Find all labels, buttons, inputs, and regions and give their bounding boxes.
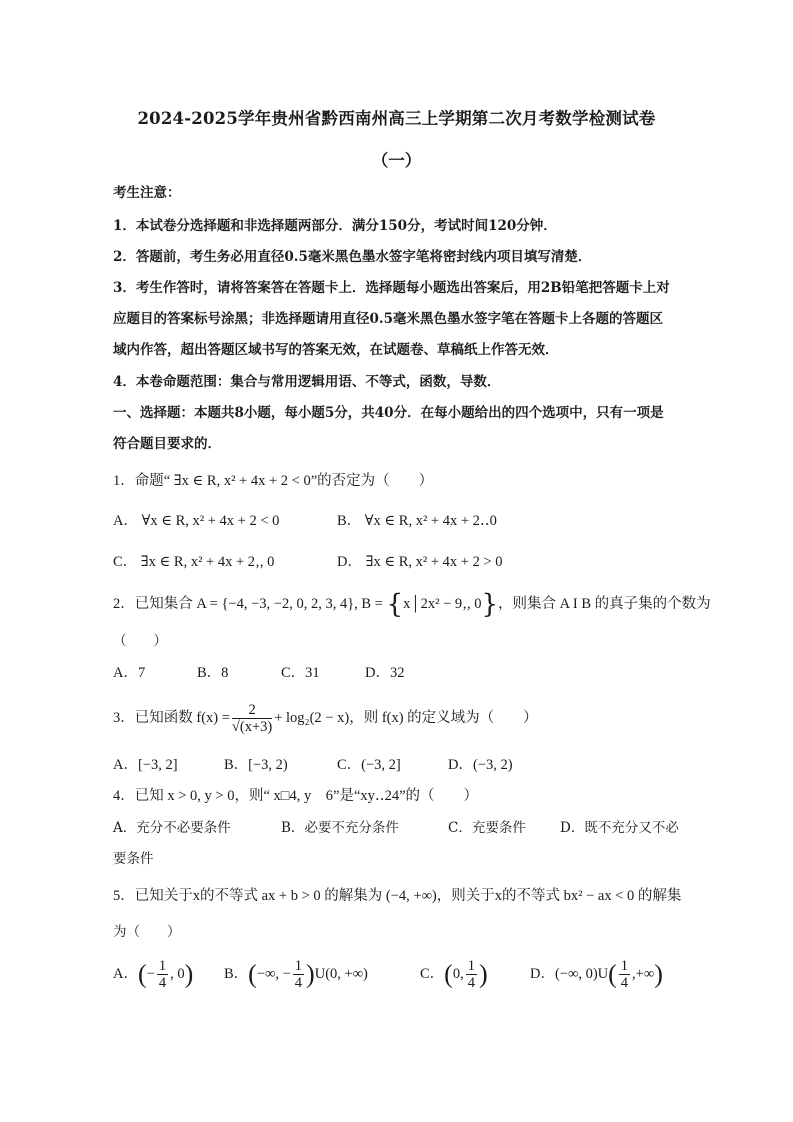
question-4-option-b: B．必要不充分条件 [281, 820, 399, 836]
question-4-option-c: C．充要条件 [448, 820, 526, 836]
question-4-option-d-cont: 要条件 [113, 851, 154, 867]
section-heading: 一、选择题：本题共8小题，每小题5分，共40分．在每小题给出的四个选项中，只有一项是 [113, 405, 664, 421]
question-1-stem: 1．命题“ ∃x ∈ R, x² + 4x + 2 < 0”的否定为（ ） [113, 473, 434, 489]
question-3-option-b: B．[−3, 2) [224, 757, 288, 773]
question-5-stem: 5．已知关于x的不等式 ax + b > 0 的解集为 (−4, +∞)，则关于x的不等式 bx² − ax < 0 的解集 [113, 888, 682, 904]
question-2-option-b: B．8 [197, 665, 229, 681]
question-5-option-d: D．(−∞, 0)U( $\frac{1}{4}$ ,+∞) [530, 958, 663, 991]
section-heading-cont: 符合题目要求的． [113, 436, 221, 452]
question-5-option-a: A．(− $\frac{1}{4}$ , 0) [113, 958, 194, 991]
question-5-option-b: B．(−∞, − $\frac{1}{4}$ )U(0, +∞) [224, 958, 368, 991]
question-3-fraction: $\frac{2}{√(x+3)}$ [231, 702, 273, 735]
question-4-stem: 4．已知 x > 0, y > 0，则“ x□4, y 6”是“xy‥24”的（ ） [113, 788, 479, 804]
notice-item-1: 1．本试卷分选择题和非选择题两部分．满分150分，考试时间120分钟． [113, 218, 557, 234]
question-1-option-d: D． ∃x ∈ R, x² + 4x + 2 > 0 [337, 554, 503, 570]
question-2-option-c: C．31 [281, 665, 320, 681]
question-2-stem: 2．已知集合 A = {−4, −3, −2, 0, 2, 3, 4}, B = {x│2x² − 9‚, 0}，则集合 A I B 的真子集的个数为 [113, 589, 711, 620]
notice-item-4: 4．本卷命题范围：集合与常用逻辑用语、不等式，函数，导数． [113, 374, 501, 390]
question-3-option-c: C．(−3, 2] [337, 757, 401, 773]
question-4-option-d: D．既不充分又不必 [560, 820, 679, 836]
notice-item-2: 2．答题前，考生务必用直径0.5毫米黑色墨水签字笔将密封线内项目填写清楚． [113, 249, 592, 265]
notice-heading: 考生注意： [113, 185, 181, 201]
question-4-option-a: A．充分不必要条件 [113, 820, 231, 836]
notice-item-3-cont-1: 应题目的答案标号涂黑；非选择题请用直径0.5毫米黑色墨水签字笔在答题卡上各题的答题区 [113, 311, 663, 327]
question-1-option-c: C． ∃x ∈ R, x² + 4x + 2‚, 0 [113, 554, 275, 570]
notice-item-3: 3．考生作答时，请将答案答在答题卡上．选择题每小题选出答案后，用2B铅笔把答题卡上对 [113, 280, 670, 296]
question-5-option-c: C．(0, $\frac{1}{4}$ ) [420, 958, 488, 991]
question-5-stem-cont: 为（ ） [113, 924, 181, 940]
question-1-option-b: B． ∀x ∈ R, x² + 4x + 2‥0 [337, 513, 497, 529]
exam-subtitle: （一） [371, 151, 422, 170]
question-3-stem: 3．已知函数 f(x) = $\frac{2}{√(x+3)}$ + log₂(2 − x)，则 f(x) 的定义域为（ ） [113, 702, 538, 735]
question-1-option-a: A． ∀x ∈ R, x² + 4x + 2 < 0 [113, 513, 280, 529]
notice-item-3-cont-2: 域内作答，超出答题区域书写的答案无效，在试题卷、草稿纸上作答无效． [113, 342, 559, 358]
question-3-option-a: A．[−3, 2] [113, 757, 178, 773]
question-2-option-d: D．32 [365, 665, 405, 681]
exam-title: 2024-2025学年贵州省黔西南州高三上学期第二次月考数学检测试卷 [137, 109, 656, 128]
question-3-option-d: D．(−3, 2) [448, 757, 513, 773]
question-2-paren: （ ） [113, 633, 167, 649]
question-2-option-a: A．7 [113, 665, 146, 681]
